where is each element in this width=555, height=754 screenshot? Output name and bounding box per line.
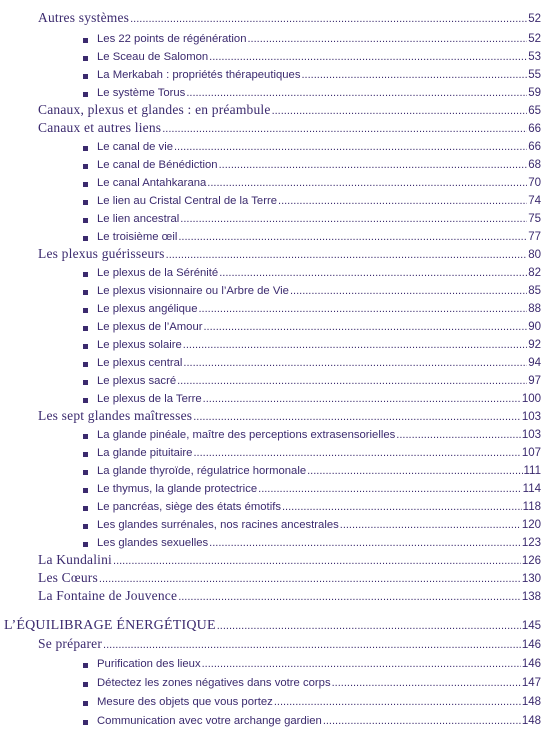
dot-leader [207,177,527,189]
toc-page-number: 147 [521,677,541,689]
square-bullet-icon [83,506,88,511]
square-bullet-icon [83,182,88,187]
dot-leader [186,87,527,99]
toc-page-number: 145 [521,620,541,632]
toc-section-entry[interactable] [38,636,541,652]
toc-sub-entry[interactable] [97,51,541,63]
dot-leader [113,555,521,567]
dot-leader [301,69,527,81]
toc-page-number: 92 [528,339,541,351]
toc-entry-title: Le plexus de la Sérénité [97,267,219,279]
toc-entry-title: La Fontaine de Jouvence [38,588,178,603]
toc-page-number: 94 [528,357,541,369]
dot-leader [178,591,521,603]
dot-leader [340,519,521,531]
toc-entry-title: Le canal de vie [97,141,173,153]
toc-entry-title: Le système Torus [97,87,186,99]
toc-entry-title: Détectez les zones négatives dans votre corps [97,677,331,689]
toc-section-entry[interactable] [38,408,541,424]
square-bullet-icon [83,236,88,241]
toc-sub-entry[interactable] [97,339,541,351]
dot-leader [99,573,521,585]
square-bullet-icon [83,542,88,547]
toc-page-number: 59 [528,87,541,99]
toc-entry-title: Le Sceau de Salomon [97,51,209,63]
toc-page-number: 70 [528,177,541,189]
dot-leader [274,696,521,708]
toc-page-number: 103 [521,411,541,423]
toc-sub-entry[interactable] [97,501,541,513]
toc-sub-entry[interactable] [97,213,541,225]
toc-page-number: 66 [528,123,541,135]
square-bullet-icon [83,272,88,277]
square-bullet-icon [83,524,88,529]
toc-entry-title: Le lien au Cristal Central de la Terre [97,195,278,207]
toc-entry-title: Le plexus visionnaire ou l’Arbre de Vie [97,285,289,297]
toc-entry-title: Les 22 points de régénération [97,33,247,45]
toc-sub-entry[interactable] [97,231,541,243]
dot-leader [193,411,521,423]
toc-entry-title: Les glandes surrénales, nos racines ancestrales [97,519,339,531]
toc-sub-entry[interactable] [97,87,541,99]
toc-page-number: 111 [523,465,541,477]
toc-page-number: 114 [522,483,541,495]
toc-entry-title: Le plexus de la Terre [97,393,202,405]
toc-page-number: 68 [528,159,541,171]
toc-part-entry[interactable] [4,618,541,634]
toc-page-number: 88 [528,303,541,315]
square-bullet-icon [83,164,88,169]
toc-sub-entry[interactable] [97,677,541,689]
toc-entry-title: Canaux et autres liens [38,120,162,135]
toc-page-number: 82 [528,267,541,279]
toc-page-number: 80 [528,249,541,261]
toc-entry-title: La Merkabah : propriétés thérapeutiques [97,69,301,81]
square-bullet-icon [83,74,88,79]
toc-page-number: 85 [528,285,541,297]
toc-sub-entry[interactable] [97,483,541,495]
toc-page-number: 120 [521,519,541,531]
toc-entry-title: Les sept glandes maîtresses [38,408,193,423]
toc-page-number: 123 [521,537,541,549]
square-bullet-icon [83,682,88,687]
toc-page-number: 52 [528,33,541,45]
toc-sub-entry[interactable] [97,285,541,297]
toc-page-number: 126 [521,555,541,567]
toc-section-entry[interactable] [38,246,541,262]
toc-sub-entry[interactable] [97,267,541,279]
toc-section-entry[interactable] [38,102,541,118]
square-bullet-icon [83,146,88,151]
toc-entry-title: La glande pinéale, maître des perceptions extrasensorielles [97,429,396,441]
dot-leader [130,13,527,25]
toc-page-number: 138 [521,591,541,603]
dot-leader [202,658,521,670]
dot-leader [180,213,527,225]
dot-leader [290,285,527,297]
toc-entry-title: Le lien ancestral [97,213,180,225]
toc-section-entry[interactable] [38,120,541,136]
toc-section-entry[interactable] [38,552,541,568]
toc-page-number: 100 [521,393,541,405]
toc-entry-title: L’ÉQUILIBRAGE ÉNERGÉTIQUE [4,618,216,633]
toc-page-number: 53 [528,51,541,63]
toc-sub-entry[interactable] [97,69,541,81]
dot-leader [193,447,520,459]
dot-leader [282,501,522,513]
dot-leader [219,159,528,171]
square-bullet-icon [83,488,88,493]
square-bullet-icon [83,308,88,313]
toc-entry-title: Le plexus central [97,357,183,369]
dot-leader [183,357,527,369]
dot-leader [177,375,527,387]
toc-entry-title: Le plexus sacré [97,375,177,387]
toc-page-number: 146 [521,658,541,670]
toc-sub-entry[interactable] [97,658,541,670]
dot-leader [183,339,527,351]
toc-sub-entry[interactable] [97,321,541,333]
square-bullet-icon [83,701,88,706]
toc-entry-title: La Kundalini [38,552,113,567]
toc-entry-title: Le troisième œil [97,231,178,243]
toc-entry-title: Les plexus guérisseurs [38,246,165,261]
dot-leader [204,321,528,333]
toc-sub-entry[interactable] [97,357,541,369]
toc-sub-entry[interactable] [97,465,541,477]
toc-page-number: 77 [528,231,541,243]
toc-entry-title: Purification des lieux [97,658,201,670]
toc-page-number: 148 [521,696,541,708]
toc-section-entry[interactable] [38,570,541,586]
dot-leader [219,267,527,279]
toc-entry-title: Mesure des objets que vous portez [97,696,273,708]
square-bullet-icon [83,470,88,475]
toc-sub-entry[interactable] [97,447,541,459]
toc-page-number: 65 [528,105,541,117]
dot-leader [162,123,527,135]
dot-leader [332,677,521,689]
toc-page-number: 146 [521,639,541,651]
toc-sub-entry[interactable] [97,375,541,387]
dot-leader [278,195,527,207]
toc-section-entry[interactable] [38,588,541,604]
toc-entry-title: La glande thyroïde, régulatrice hormonale [97,465,307,477]
toc-page-number: 130 [521,573,541,585]
toc-entry-title: Le thymus, la glande protectrice [97,483,258,495]
toc-page-number: 107 [521,447,541,459]
square-bullet-icon [83,362,88,367]
toc-section-entry[interactable] [38,10,541,26]
square-bullet-icon [83,344,88,349]
toc-sub-entry[interactable] [97,429,541,441]
toc-sub-entry[interactable] [97,195,541,207]
square-bullet-icon [83,218,88,223]
dot-leader [178,231,527,243]
dot-leader [258,483,522,495]
toc-page-number: 55 [528,69,541,81]
square-bullet-icon [83,38,88,43]
square-bullet-icon [83,56,88,61]
toc-entry-title: Le plexus angélique [97,303,198,315]
toc-entry-title: Les Cœurs [38,570,98,585]
square-bullet-icon [83,663,88,668]
toc-page-number: 66 [528,141,541,153]
toc-entry-title: Le canal Antahkarana [97,177,207,189]
toc-entry-title: Autres systèmes [38,10,130,25]
toc-sub-entry[interactable] [97,159,541,171]
square-bullet-icon [83,290,88,295]
toc-entry-title: Se préparer [38,636,103,651]
square-bullet-icon [83,720,88,725]
toc-entry-title: Le plexus de l’Amour [97,321,203,333]
toc-sub-entry[interactable] [97,33,541,45]
dot-leader [209,537,521,549]
square-bullet-icon [83,434,88,439]
toc-page-number: 148 [521,715,541,727]
square-bullet-icon [83,200,88,205]
dot-leader [217,620,521,632]
square-bullet-icon [83,326,88,331]
square-bullet-icon [83,92,88,97]
dot-leader [307,465,522,477]
toc-entry-title: Le pancréas, siège des états émotifs [97,501,281,513]
toc-sub-entry[interactable] [97,393,541,405]
dot-leader [396,429,521,441]
dot-leader [203,393,521,405]
dot-leader [247,33,527,45]
toc-entry-title: Canaux, plexus et glandes : en préambule [38,102,271,117]
dot-leader [272,105,528,117]
toc-page-number: 118 [522,501,541,513]
toc-sub-entry[interactable] [97,519,541,531]
toc-sub-entry[interactable] [97,303,541,315]
toc-page-number: 74 [528,195,541,207]
toc-sub-entry[interactable] [97,715,541,727]
toc-page-number: 52 [528,13,541,25]
toc-sub-entry[interactable] [97,141,541,153]
square-bullet-icon [83,452,88,457]
toc-page-number: 97 [528,375,541,387]
dot-leader [103,639,521,651]
toc-entry-title: Communication avec votre archange gardien [97,715,322,727]
toc-entry-title: Les glandes sexuelles [97,537,209,549]
dot-leader [199,303,528,315]
square-bullet-icon [83,398,88,403]
toc-entry-title: La glande pituitaire [97,447,193,459]
dot-leader [166,249,528,261]
toc-sub-entry[interactable] [97,696,541,708]
toc-page-number: 103 [521,429,541,441]
toc-page-number: 90 [528,321,541,333]
dot-leader [323,715,521,727]
toc-page-number: 75 [528,213,541,225]
toc-sub-entry[interactable] [97,177,541,189]
square-bullet-icon [83,380,88,385]
toc-sub-entry[interactable] [97,537,541,549]
toc-entry-title: Le plexus solaire [97,339,182,351]
dot-leader [174,141,527,153]
toc-entry-title: Le canal de Bénédiction [97,159,218,171]
dot-leader [209,51,527,63]
